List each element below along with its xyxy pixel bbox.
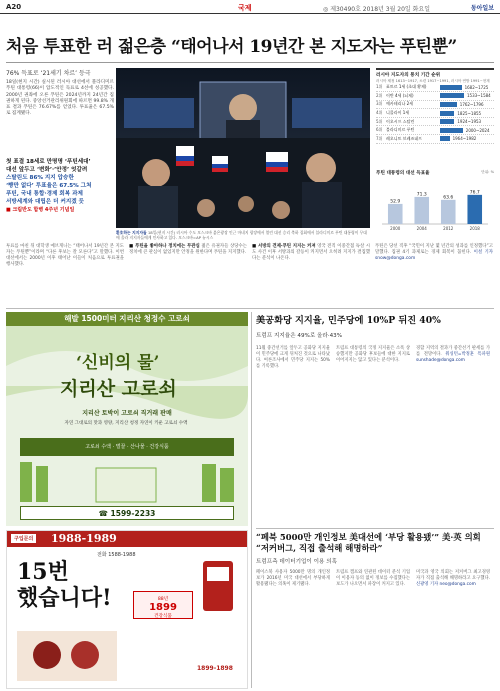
issue-info: ◎ 제30490호 2018년 3월 20일 화요일 xyxy=(323,6,430,13)
tenure-bar xyxy=(440,102,457,107)
headline-rule xyxy=(6,62,494,63)
period-cell: 1924~1953 xyxy=(457,119,482,125)
name-cell: 레오니트 브레즈네프 xyxy=(386,135,423,141)
column-subhead: ■ 서방의 견제·푸틴 지지는 커져 xyxy=(252,244,316,249)
article-byline: 워싱턴=박정훈 특파원 sunshade@donga.com xyxy=(416,351,490,363)
caption-text: 18일(현지 시간) 러시아 수도 모스크바 붉은광장 인근 마네지 광장에서 열린 대선 승리 축하 집회에서 블라디미르 푸틴 대통령이 무대에 올라 지지자들에게 인사하고 있다. 모스크바=AP 뉴시스 xyxy=(116,230,367,241)
ad2-phone[interactable]: 전화 1588-1988 xyxy=(97,552,136,558)
side-head: 스탈린도 86% 지지 압승한 xyxy=(6,175,74,181)
article-subhead: 트럼프 지지율은 49%로 올라·43% xyxy=(256,333,343,339)
article-column: 페이스북 사용자 5000만 명의 개인정보가 2016년 미국 대선에서 부당하게 활용됐다는 의혹이 제기됐다. xyxy=(256,570,330,587)
ad-headline-2: 지리산 고로쇠 xyxy=(60,378,177,400)
facebook-data-article xyxy=(256,532,494,688)
tenure-bar xyxy=(440,85,462,90)
article-column: 경합 지역의 결과가 중간선거 판세를 가를 전망이다. 워싱턴=박정훈 특파원 sunshade@donga.com xyxy=(416,346,490,363)
article-divider xyxy=(256,528,494,529)
table-rows xyxy=(376,84,494,144)
side-head: 대선 앞두고 ‘변화’·’안정’ 엇갈려 xyxy=(6,167,88,173)
ad2-tel[interactable]: 1899-1898 xyxy=(197,665,233,672)
table-row xyxy=(376,101,494,110)
health-product-advertisement[interactable] xyxy=(6,530,248,689)
side-head: 푸틴, 국내 통합·경제 회복 과제 xyxy=(6,191,83,197)
rank-cell: 5위 xyxy=(376,118,383,124)
ad2-headline xyxy=(17,559,112,611)
ad-product-strip: 고로쇠 수액 · 벌꿀 · 산나물 · 건강식품 xyxy=(20,438,234,456)
main-byline: 이설 기자 snow@donga.com xyxy=(375,249,493,261)
article-column: 미국과 영국 의회는 저커버그 최고경영자가 직접 출석해 해명하라고 요구했다. 신광영 기자 neo@donga.com xyxy=(416,570,490,587)
article-column: 트럼프 대통령의 국정 지지율은 소폭 상승했지만 공화당 후보들에 대한 지지로 이어지지는 않고 있다는 분석이다. xyxy=(336,346,410,363)
ad-tagline: 지리산 토박이 고로쇠 직거래 판매 xyxy=(82,410,172,417)
name-cell: 니콜라이 1세 xyxy=(386,110,410,116)
tenure-bar xyxy=(440,111,454,116)
article-column: 11월 중간선거를 앞두고 공화당 지지율이 민주당에 크게 뒤처진 것으로 나타났다. 여론조사에서 민주당 지지는 50%를 기록했다. xyxy=(256,346,330,369)
article-subhead: 트럼프측 데이터기업이 이용 의혹 xyxy=(256,559,337,565)
ad2-top-bar xyxy=(7,531,248,547)
chart-tick-label: 2018 xyxy=(469,226,480,231)
ad2-badge-bottom: 건강식품 xyxy=(154,614,172,619)
table-subtitle: 러시아 제정 1613~1917, 소련 1917~1991, 러시아 연방 1991~현재 xyxy=(376,79,490,83)
chart-bar xyxy=(467,195,482,224)
ad2-label: 구입문의 xyxy=(11,534,36,543)
side-head: ‘빵만 없다’ 투표율은 67.5% 그쳐 xyxy=(6,183,92,189)
chart-data-label: 76.7 xyxy=(469,190,480,196)
article-column: ■ 서방의 견제·푸틴 지지는 커져 영국 전직 이중간첩 독살 시도 사건 이후 서방과의 갈등이 커지면서 오히려 지지가 결집했다는 분석이 나온다. xyxy=(252,244,370,261)
article-column: 푸틴은 당선 직후 “국민이 지난 몇 년간의 성과를 인정했다”고 말했다. 집권 4기 과제로는 경제 회복이 꼽힌다. 이설 기자 snow@donga.com xyxy=(375,244,493,261)
name-cell: 표트르 1세 (초대 황제) xyxy=(386,84,427,90)
chart-svg xyxy=(376,176,494,234)
tenure-bar xyxy=(440,93,464,98)
us-republican-article xyxy=(256,312,494,369)
table-row xyxy=(376,92,494,101)
ad-headline-1: ‘신비의 물’ xyxy=(76,353,160,373)
period-cell: 1964~1982 xyxy=(452,136,477,142)
rank-cell: 1위 xyxy=(376,84,383,90)
chart-title: 푸틴 대통령의 대선 득표율 xyxy=(376,171,430,176)
chart-bar xyxy=(441,200,456,224)
ad2-year: 1988-1989 xyxy=(51,532,117,545)
tenure-bar xyxy=(440,136,450,141)
table-row xyxy=(376,135,494,144)
article-headline: 美공화당 지지율, 민주당에 10%P 뒤진 40% xyxy=(256,315,441,326)
sidebar-headlines xyxy=(6,158,114,214)
article-column: 투표를 마친 뒤 대학생 예브게니는 “태어나서 19년간 본 지도자는 푸틴뿐”이라며 “다른 후보는 잘 모른다”고 말했다. 이번 대선에서는 2000년 이후 태어난 이들이 처음으로 투표권을 행사했다. xyxy=(6,244,124,267)
page-number: A20 xyxy=(6,3,22,11)
tenure-bar xyxy=(440,128,463,133)
section-label: 국제 xyxy=(238,4,252,12)
gorosoe-advertisement[interactable] xyxy=(6,312,248,526)
side-note: ■ 크림반도 합병 4주년 기념일 xyxy=(6,207,75,213)
chart-tick-label: 2000 xyxy=(390,226,401,231)
vote-share-chart xyxy=(376,170,494,238)
name-cell: 예카테리나 2세 xyxy=(386,101,414,107)
side-head: 서방세계와 대립은 더 커지겠 듯 xyxy=(6,199,85,205)
leader-tenure-table xyxy=(376,68,494,144)
rank-cell: 4위 xyxy=(376,110,383,116)
tenure-bar xyxy=(440,119,454,124)
rally-photo xyxy=(116,68,370,228)
table-title: 러시아 지도자의 통치 기간 순위 xyxy=(376,73,441,78)
lead-paragraph: 18일(현지 시간) 실시된 러시아 대선에서 블라디미르 푸틴 대통령(66)이 압도적인 득표로 4선에 성공했다. 2000년 권좌에 오른 푸틴은 2024년까지 24년간 집권하게 된다. 중앙선거관리위원회에 따르면 99.8% 개표 결과 푸틴은 76.67%를 얻었다. 투표율은 67.5%로 집계됐다. xyxy=(6,80,114,117)
side-head: 첫 표결 18세로 만명명 ‘푸틴세대’ xyxy=(6,159,91,165)
ad2-badge-big: 1899 xyxy=(149,602,177,613)
page-header xyxy=(0,0,500,14)
article-headline: “페북 5000만 개인정보 美대선에 ‘부당 활용됐’” 美·英 의회 “저커버그, 직접 출석해 해명하라” xyxy=(256,532,481,553)
section-divider xyxy=(6,308,494,309)
column-divider xyxy=(251,312,252,688)
name-cell: 블라디미르 푸틴 xyxy=(386,127,415,133)
ad2-badge xyxy=(133,591,193,619)
chart-unit: 단위: % xyxy=(481,170,494,174)
chart-bar xyxy=(414,197,429,224)
period-cell: 1533~1584 xyxy=(467,93,491,99)
period-cell: 1762~1796 xyxy=(459,101,484,107)
column-subhead: ■ 푸틴을 좋아하나 정치에는 무관심 xyxy=(129,244,200,249)
ad-phone[interactable]: ☎ 1599-2233 xyxy=(20,506,234,520)
period-cell: 1825~1855 xyxy=(457,110,482,116)
photo-caption xyxy=(116,230,370,240)
paper-name: 동아일보 xyxy=(470,5,494,12)
article-column: 트럼프 캠프와 연관된 데이터 분석 기업이 이용자 동의 없이 정보를 수집했다는 보도가 나오면서 파장이 커지고 있다. xyxy=(336,570,410,587)
ad2-headline-line2: 했습니다! xyxy=(17,585,112,611)
chart-tick-label: 2004 xyxy=(416,226,427,231)
main-headline: 처음 투표한 러 젊은층 “태어나서 19년간 본 지도자는 푸틴뿐” xyxy=(6,37,457,57)
ad2-badge-top: 88년 xyxy=(157,597,169,602)
rank-cell: 2위 xyxy=(376,92,383,98)
rank-cell: 6위 xyxy=(376,127,383,133)
article-byline: 신광영 기자 neo@donga.com xyxy=(416,581,476,587)
rally-photo-illustration xyxy=(116,68,370,228)
article-column: ■ 푸틴을 좋아하나 정치에는 무관심 젊은 유권자들 상당수는 정치에 큰 관심이 없었지만 안정을 원한다며 푸틴을 지지했다. xyxy=(129,244,247,255)
name-cell: 이반 4세 (뇌제) xyxy=(386,92,414,98)
table-row xyxy=(376,109,494,118)
chart-data-label: 52.9 xyxy=(390,199,401,205)
ad2-headline-line1: 15번 xyxy=(17,559,69,585)
table-row xyxy=(376,84,494,93)
ad-top-banner: 해발 1500미터 지리산 청정수 고로쇠 xyxy=(6,312,248,326)
period-cell: 2000~2024 xyxy=(465,127,490,133)
chart-bar xyxy=(388,204,403,224)
name-cell: 이오시프 스탈린 xyxy=(386,118,415,124)
chart-data-label: 71.3 xyxy=(416,192,427,198)
chart-data-label: 63.6 xyxy=(443,195,454,201)
table-row xyxy=(376,126,494,135)
rank-cell: 7위 xyxy=(376,135,383,141)
ad-description: 자연 그대로의 맛과 영양, 지리산 청정 자연이 키운 고로쇠 수액 xyxy=(64,421,188,426)
table-row xyxy=(376,118,494,127)
caption-lead: 환호하는 지지자들 xyxy=(116,230,147,235)
period-cell: 1682~1725 xyxy=(464,84,489,90)
chart-tick-label: 2012 xyxy=(443,226,454,231)
main-subhead: 76% 득표로 ‘21세기 차르’ 등극 xyxy=(6,70,91,77)
rank-cell: 3위 xyxy=(376,101,383,107)
